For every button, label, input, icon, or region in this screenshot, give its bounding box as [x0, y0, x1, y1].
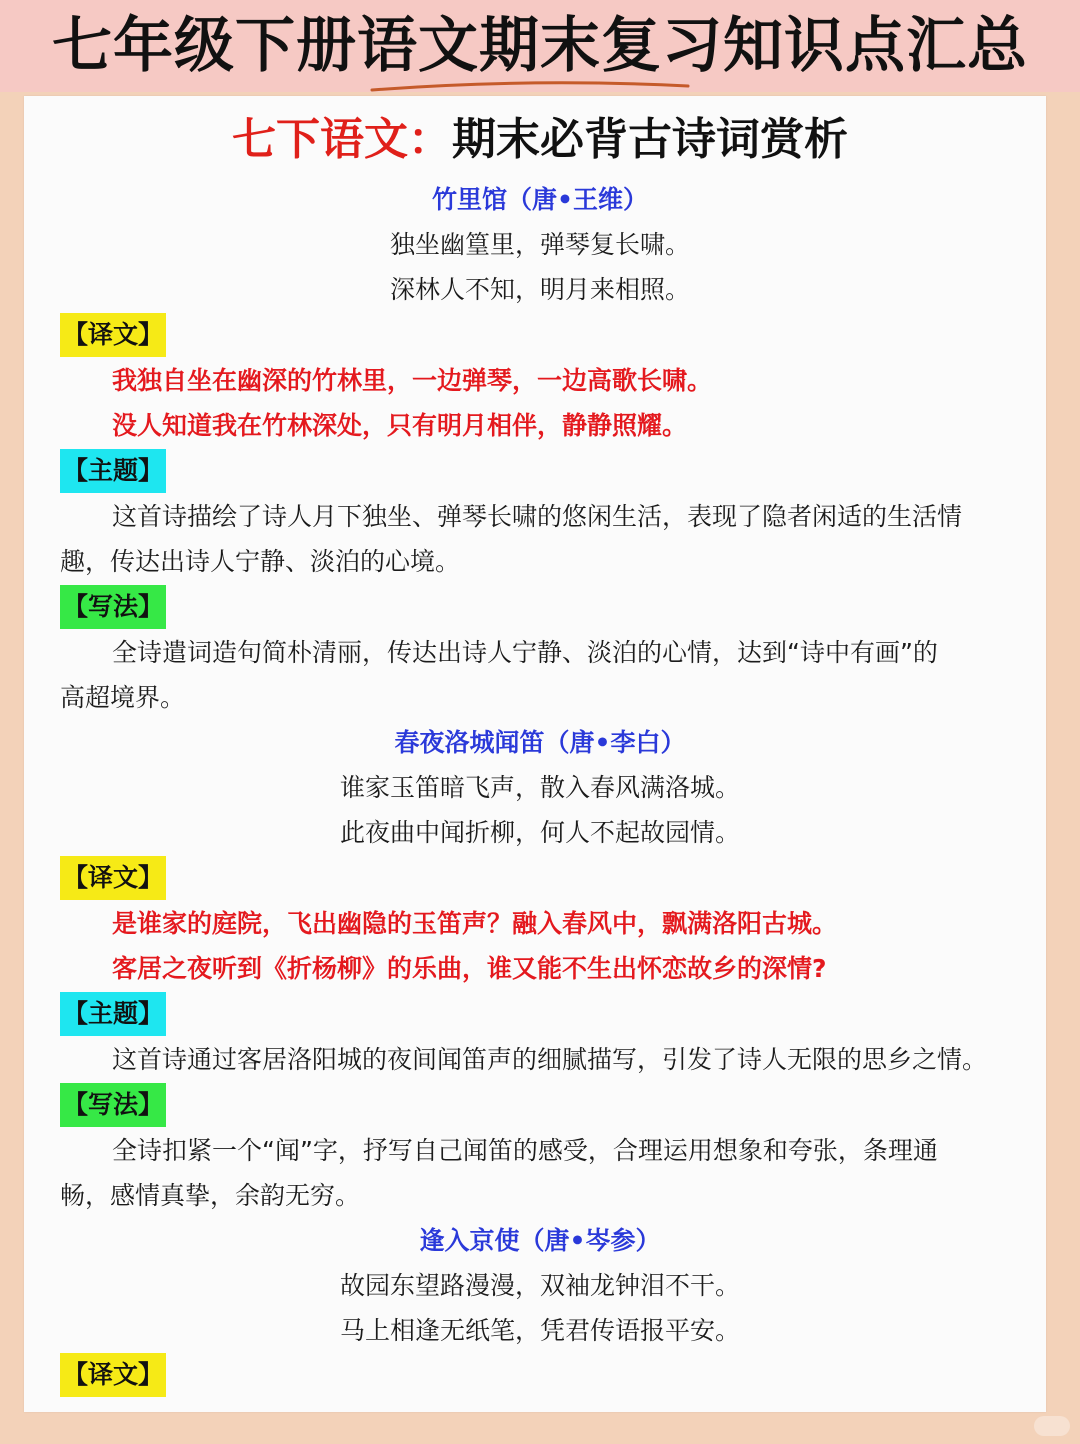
subtitle-red-part: 七下语文： [232, 114, 452, 165]
translation-line: 是谁家的庭院，飞出幽隐的玉笛声？融入春风中，飘满洛阳古城。 [112, 909, 838, 938]
theme-line: 这首诗通过客居洛阳城的夜间闻笛声的细腻描写，引发了诗人无限的思乡之情。 [112, 1045, 988, 1074]
poem-line: 马上相逢无纸笔，凭君传语报平安。 [339, 1316, 740, 1345]
poem-line: 谁家玉笛暗飞声，散入春风满洛城。 [339, 773, 740, 802]
poem-title: 竹里馆（唐•王维） [432, 185, 648, 214]
translation-line: 客居之夜听到《折杨柳》的乐曲，谁又能不生出怀恋故乡的深情? [112, 954, 827, 983]
watermark-badge [1034, 1416, 1070, 1436]
poem-line: 故园东望路漫漫，双袖龙钟泪不干。 [339, 1271, 740, 1300]
technique-tag: 【写法】 [60, 1083, 166, 1127]
technique-line: 全诗遣词造句简朴清丽，传达出诗人宁静、淡泊的心情，达到“诗中有画”的 [112, 638, 938, 667]
subtitle-black-part: 期末必背古诗词赏析 [452, 114, 848, 165]
technique-line: 全诗扣紧一个“闻”字，抒写自己闻笛的感受，合理运用想象和夸张，条理通 [112, 1136, 938, 1165]
translation-tag: 【译文】 [60, 1353, 166, 1397]
section-subtitle [0, 110, 1080, 170]
poem-line: 此夜曲中闻折柳，何人不起故园情。 [339, 818, 740, 847]
title-underline-decoration [370, 80, 690, 94]
translation-tag: 【译文】 [60, 856, 166, 900]
poem-line: 独坐幽篁里，弹琴复长啸。 [389, 230, 690, 259]
technique-line: 高超境界。 [60, 683, 186, 712]
technique-tag: 【写法】 [60, 585, 166, 629]
translation-tag: 【译文】 [60, 313, 166, 357]
theme-line: 趣，传达出诗人宁静、淡泊的心境。 [60, 547, 461, 576]
poem-title: 春夜洛城闻笛（唐•李白） [394, 728, 686, 757]
translation-line: 我独自坐在幽深的竹林里，一边弹琴，一边高歌长啸。 [112, 366, 713, 395]
theme-tag: 【主题】 [60, 992, 166, 1036]
translation-line: 没人知道我在竹林深处，只有明月相伴，静静照耀。 [112, 411, 688, 440]
page-title: 七年级下册语文期末复习知识点汇总 [52, 11, 1028, 81]
poem-line: 深林人不知，明月来相照。 [389, 275, 690, 304]
theme-line: 这首诗描绘了诗人月下独坐、弹琴长啸的悠闲生活，表现了隐者闲适的生活情 [112, 502, 963, 531]
theme-tag: 【主题】 [60, 449, 166, 493]
technique-line: 畅，感情真挚，余韵无穷。 [60, 1181, 361, 1210]
poem-title: 逢入京使（唐•岑参） [419, 1226, 661, 1255]
